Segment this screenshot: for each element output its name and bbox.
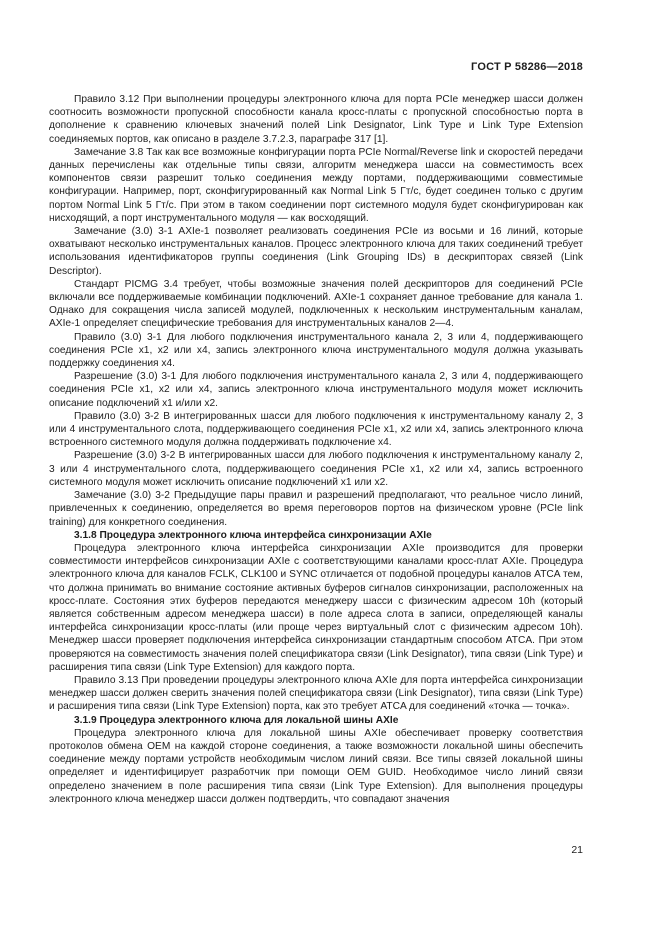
paragraph-permission-3-0-3-2: Разрешение (3.0) 3-2 В интегрированных шасси для любого подключения к инструментальному каналу 2, 3 или 4 инструментального слота, поддерживающего соединения PCIe x1, x2 или x4, запись встроенного системного модуля может исключить описание подключений x1 или x2. <box>49 450 583 488</box>
paragraph-picmg-3-4: Стандарт PICMG 3.4 требует, чтобы возможные значения полей дескрипторов для соединений PCIe включали все поддерживаемые комбинации подключений. AXIe-1 сохраняет данное требование для канала 1. Однако для сокращения числа записей модулей, подключенных к нескольким инструментальным каналам, AXIe-1 определяет специфические требования для инструментальных каналов 2—4. <box>49 278 583 330</box>
paragraph-note-3-8: Замечание 3.8 Так как все возможные конфигурации порта PCIe Normal/Reverse link и скоростей передачи данных перечислены как отдельные типы связи, алгоритм менеджера шасси на совместимость всех компонентов связи разрешит только соединения между портами, поддерживающими совместимые конфигурации. Например, порт, сконфигурированный как Normal Link 5 Гт/с, будет соединен только с другим портом Normal Link 5 Гт/с. При этом в таком соединении порт системного модуля будет сконфигурирован как нисходящий, а порт инструментального модуля — как восходящий. <box>49 146 583 224</box>
document-body <box>49 93 583 806</box>
document-header-standard: ГОСТ Р 58286—2018 <box>471 61 583 73</box>
paragraph-note-3-0-3-2: Замечание (3.0) 3-2 Предыдущие пары правил и разрешений предполагают, что реальное число линий, привлеченных к соединению, определяется во время переговоров портов на физическом уровне (PCIe link training) для конкретного соединения. <box>49 490 583 528</box>
paragraph-sync-interface-procedure: Процедура электронного ключа интерфейса синхронизации AXIe производится для проверки совместимости интерфейсов синхронизации AXIe с соответствующими каналами кросс-плат AXIe. Процедура электронного ключа для каналов FCLK, CLK100 и SYNC отличается от подобной процедуры каналов ATCA тем, что должна принимать во внимание состояние активных буферов сигналов синхронизации, расположенных на кросс-плате. Состояния этих буферов передаются менеджеру шасси с физическим адресом 10h (который является собственным адресом менеджера шасси) в поле адреса слота в записи, определяющей каналы интерфейса синхронизации кросс-платы (или проще через виртуальный слот с физическим адресом 10h). Менеджер шасси проверяет подключения интерфейса синхронизации стандартным способом ATCA. При этом проверяются на совместимость значения полей спецификатора связи (Link Designator), типа связи (Link Type) и расширения типа связи (Link Type Extension) для каждого порта. <box>49 542 583 673</box>
paragraph-rule-3-0-3-1: Правило (3.0) 3-1 Для любого подключения инструментального канала 2, 3 или 4, поддерживающего соединения PCIe x1, x2 или x4, запись электронного ключа инструментального модуля должна указывать поддержку соединения x4. <box>49 331 583 370</box>
section-heading-3-1-9: 3.1.9 Процедура электронного ключа для локальной шины AXIe <box>74 714 399 726</box>
page-number: 21 <box>571 844 583 856</box>
section-heading-3-1-8: 3.1.8 Процедура электронного ключа интерфейса синхронизации AXIe <box>74 529 432 541</box>
paragraph-rule-3-12: Правило 3.12 При выполнении процедуры электронного ключа для порта PCIe менеджер шасси должен соотносить возможности пропускной способности канала кросс-платы с пропускной способностью порта в дополнение к сравнению ключевых значений полей Link Designator, Link Type и Link Type Extension соединяемых портов, как описано в разделе 3.7.2.3, параграфе 317 [1]. <box>49 94 583 145</box>
paragraph-local-bus-procedure: Процедура электронного ключа для локальной шины AXIe обеспечивает проверку соответствия протоколов обмена OEM на каждой стороне соединения, а также возможности локальной шины обеспечить соединение между портами устройств необходимым числом линий связи. Все типы связей локальной шины определяет и идентифицирует разработчик при помощи OEM GUID. Необходимое число линий связи определено значением в поле расширения типа связи (Link Type Extension). Для выполнения процедуры электронного ключа менеджер шасси должен подтвердить, что совпадают значения <box>49 727 583 805</box>
paragraph-rule-3-13: Правило 3.13 При проведении процедуры электронного ключа AXIe для порта интерфейса синхронизации менеджер шасси должен сверить значения полей спецификатора связи (Link Designator), типа связи (Link Type) и расширения типа связи (Link Type Extension) порта, как это требует ATCA для соединений «точка — точка». <box>49 674 583 713</box>
paragraph-note-3-0-3-1: Замечание (3.0) 3-1 AXIe-1 позволяет реализовать соединения PCIe из восьми и 16 линий, которые охватывают несколько инструментальных каналов. Процесс электронного ключа для таких соединений требует использования идентификаторов группы соединения (Link Grouping IDs) в дескрипторах связей (Link Descriptor). <box>49 226 583 277</box>
paragraph-rule-3-0-3-2: Правило (3.0) 3-2 В интегрированных шасси для любого подключения к инструментальному каналу 2, 3 или 4 инструментального слота, поддерживающего соединения PCIe x1, x2 или x4, запись электронного ключа встроенного системного модуля должна поддерживать подключение x4. <box>49 410 583 449</box>
paragraph-permission-3-0-3-1: Разрешение (3.0) 3-1 Для любого подключения инструментального канала 2, 3 или 4, поддерживающего соединения PCIe x1, x2 или x4, запись электронного ключа инструментального модуля может исключить описание подключений x1 и/или x2. <box>49 371 583 409</box>
